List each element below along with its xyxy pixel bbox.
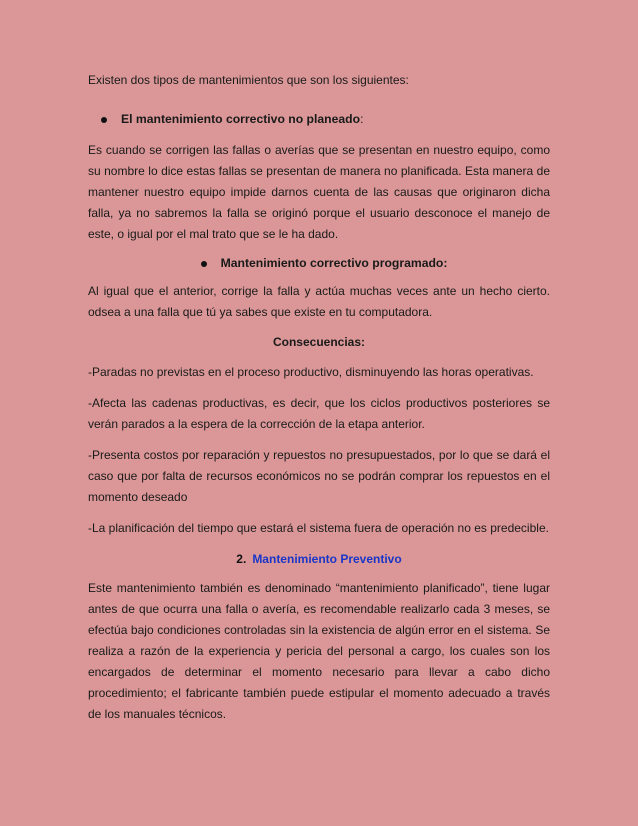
section-title: Mantenimiento Preventivo: [252, 552, 402, 566]
document-body: [88, 70, 550, 725]
bullet-label: El mantenimiento correctivo no planeado: [121, 112, 361, 126]
section-heading-preventivo: [88, 549, 550, 570]
consequence-item: -Paradas no previstas en el proceso productivo, disminuyendo las horas operativas.: [88, 365, 534, 379]
bullet-label: Mantenimiento correctivo programado:: [220, 256, 448, 270]
bullet-tail: :: [360, 112, 364, 126]
consequence-item: -Afecta las cadenas productivas, es decir, que los ciclos productivos posteriores se verán parados a la espera de la corrección de la etapa anterior.: [88, 396, 550, 431]
bullet-icon: [201, 261, 207, 267]
consequence-item: -Presenta costos por reparación y repuestos no presupuestados, por lo que se dará el caso que por falta de recursos económicos no se podrán comprar los repuestos en el momento deseado: [88, 448, 550, 504]
paragraph-preventivo: Este mantenimiento también es denominado “mantenimiento planificado”, tiene lugar antes de que ocurra una falla o avería, es recomendable realizarlo cada 3 meses, se efectúa bajo condiciones controladas sin la existencia de algún error en el sistema. Se realiza a razón de la experiencia y pericia del personal a cargo, los cuales son los encargados de determinar el momento necesario para llevar a cabo dicho procedimiento; el fabricante también puede estipular el momento adecuado a través de los manuales técnicos.: [88, 581, 550, 721]
intro-text: Existen dos tipos de mantenimientos que son los siguientes:: [88, 73, 409, 87]
paragraph-programado: Al igual que el anterior, corrige la falla y actúa muchas veces ante un hecho cierto. odsea a una falla que tú ya sabes que existe en tu computadora.: [88, 284, 550, 319]
bullet-item-correctivo-no-planeado: [88, 109, 550, 130]
paragraph-no-planeado: Es cuando se corrigen las fallas o averías que se presentan en nuestro equipo, como su nombre lo dice estas fallas se presentan de manera no planificada. Esta manera de mantener nuestro equipo impide darnos cuenta de las causas que originaron dicha falla, ya no sabremos la falla se originó porque el usuario desconoce el manejo de este, o igual por el mal trato que se le ha dado.: [88, 143, 550, 241]
bullet-icon: [101, 117, 107, 123]
bullet-item-correctivo-programado: [88, 253, 550, 274]
section-number: 2.: [236, 552, 247, 566]
consequences-heading: Consecuencias:: [272, 335, 366, 349]
consequence-item: -La planificación del tiempo que estará el sistema fuera de operación no es predecible.: [88, 521, 549, 535]
